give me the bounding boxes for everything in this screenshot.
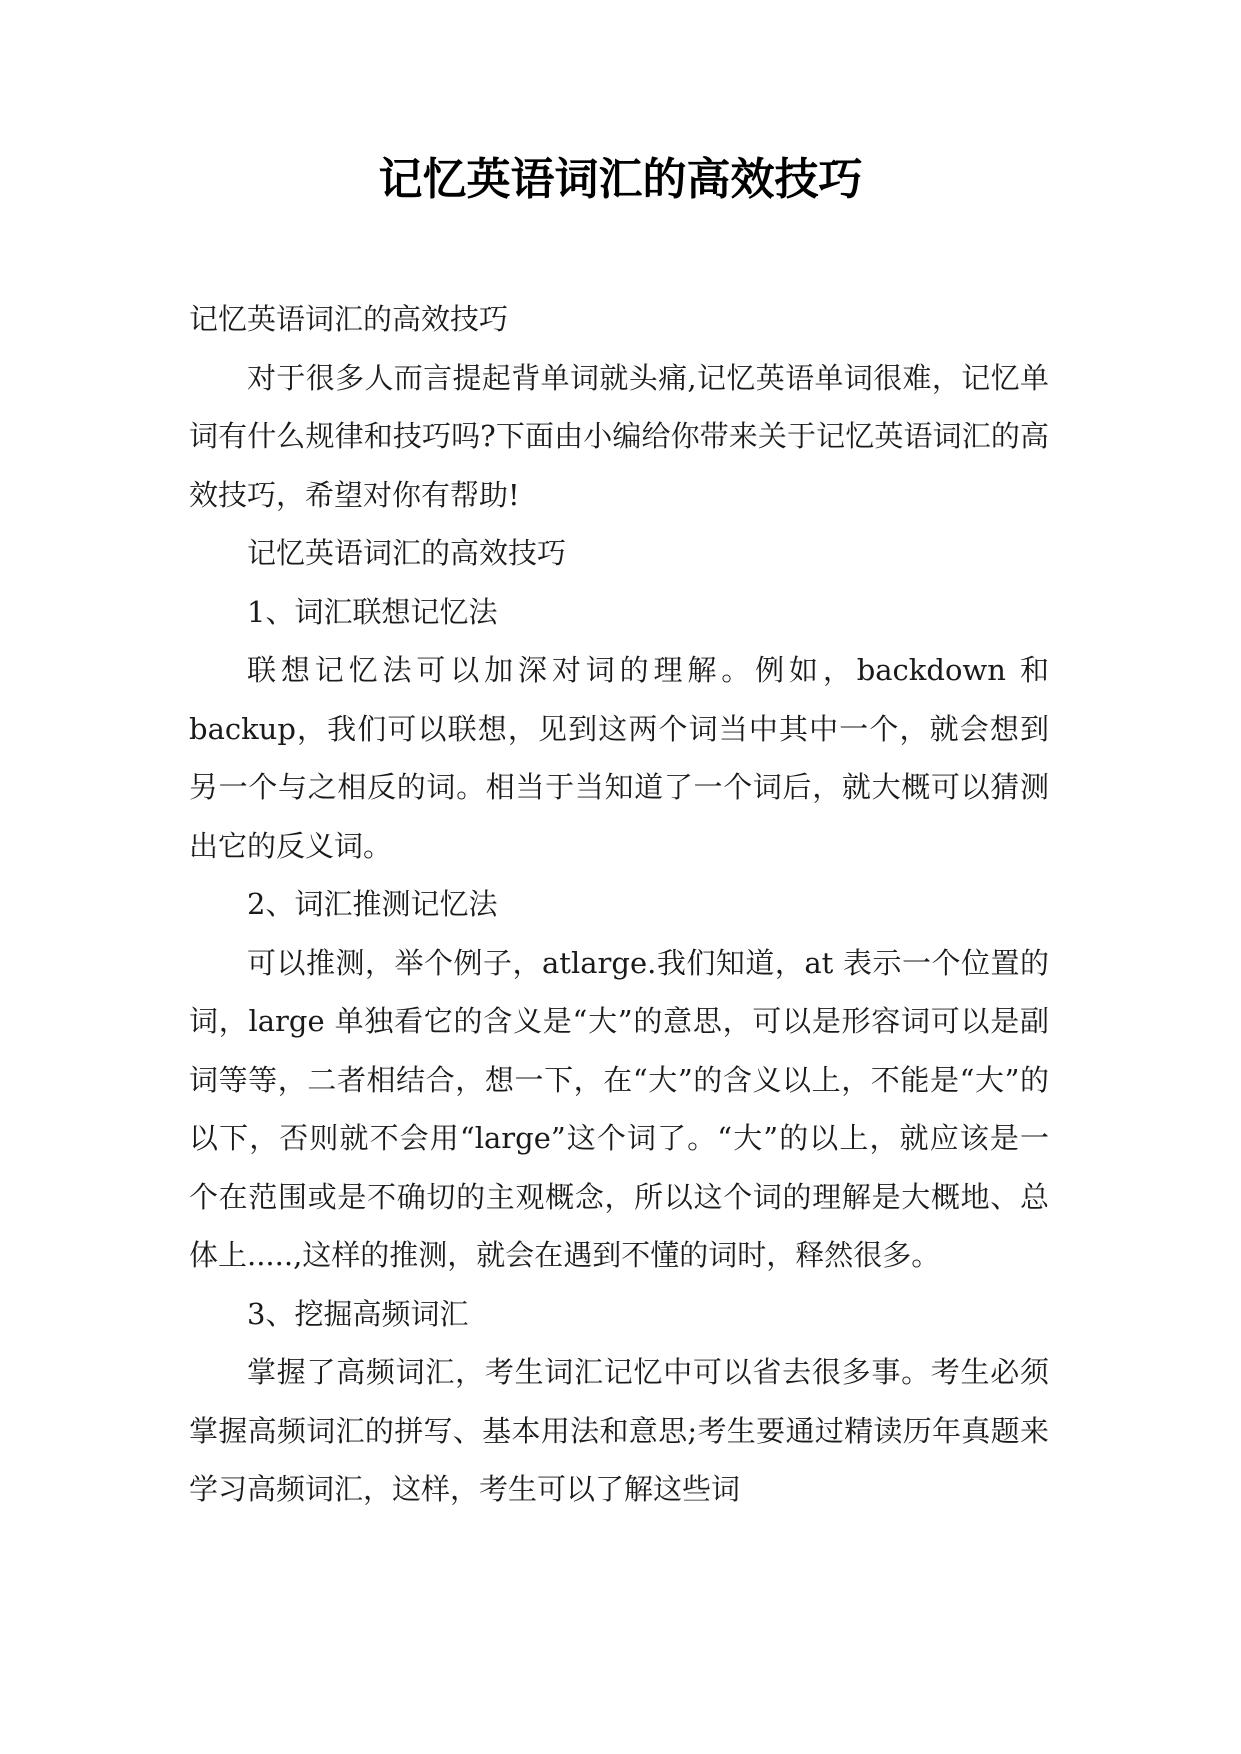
document-title: 记忆英语词汇的高效技巧	[378, 154, 863, 205]
paragraph-section-2: 可以推测，举个例子，atlarge.我们知道，at 表示一个位置的词，large 单独看它的含义是“大”的意思，可以是形容词可以是副词等等，二者相结合，想一下，在“大”的含义以上，不能是“大”的以下，否则就不会用“large”这个词了。“大”的以上，就应该是一个在范围或是不确切的主观概念，所以这个词的理解是大概地、总体上.....,这样的推测，就会在遇到不懂的词时，释然很多。	[189, 945, 1049, 1272]
section-heading-1: 1、词汇联想记忆法	[247, 594, 498, 629]
paragraph-intro: 对于很多人而言提起背单词就头痛,记忆英语单词很难，记忆单词有什么规律和技巧吗?下面由小编给你带来关于记忆英语词汇的高效技巧，希望对你有帮助!	[189, 360, 1049, 512]
section-heading-3: 3、挖掘高频词汇	[247, 1296, 469, 1331]
paragraph-subheading: 记忆英语词汇的高效技巧	[247, 536, 567, 570]
paragraph-heading: 记忆英语词汇的高效技巧	[189, 302, 509, 336]
section-heading-2: 2、词汇推测记忆法	[247, 887, 498, 921]
document-body	[189, 290, 1049, 1519]
paragraph-section-1: 联想记忆法可以加深对词的理解。例如，backdown 和 backup，我们可以联想，见到这两个词当中其中一个，就会想到另一个与之相反的词。相当于当知道了一个词后，就大概可以猜测出它的反义词。	[189, 653, 1049, 863]
paragraph-section-3: 掌握了高频词汇，考生词汇记忆中可以省去很多事。考生必须掌握高频词汇的拼写、基本用法和意思;考生要通过精读历年真题来学习高频词汇，这样，考生可以了解这些词	[189, 1355, 1049, 1506]
